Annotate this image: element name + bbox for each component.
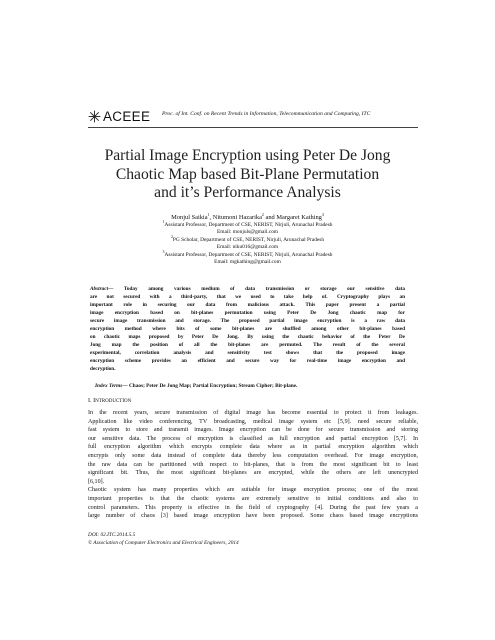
author-email: Email: mgkathing@gmail.com: [214, 259, 281, 266]
abstract-line: experimental, correlation analysis and sensitivity test shows that the proposed image: [90, 349, 405, 356]
abstract-line: are not secured with a third-party, that we used to take help of. Cryptography plays an: [90, 293, 405, 300]
author-block: [60, 213, 435, 266]
abstract-line: encryption method where bits of some bit-planes are shuffled among other bit-planes based: [90, 325, 405, 332]
header-divider: [88, 127, 418, 128]
body-line: significant bit. Thus, the most significant bit-planes are encrypted, while the others are left unencrypted: [88, 470, 418, 477]
affiliation: $^3$Assistant Professor, Department of CSE, NERIST, Nirjuli, Arunachal Pradesh: [162, 248, 333, 258]
body-line: [6,10].: [88, 478, 105, 485]
body-line: encrypts only some data instead of complete data thereby less computation overhead. For image encryption,: [88, 452, 418, 459]
index-terms: Index Terms— Chaos; Peter De Jong Map; Partial Encryption; Stream Cipher; Bit-plane.: [95, 383, 298, 389]
body-line: control parameters. This property is effective in the field of cryptography [4]. During the past few years a: [88, 504, 418, 511]
abstract-line: Abstract— Today among various medium of data transmission or storage our sensitive data: [90, 286, 405, 292]
abstract-line: image encryption based on bit-planes permutation using Peter De Jong chaotic map for: [90, 309, 405, 316]
doi-text: DOI: 02.ITC.2014.5.5: [88, 532, 136, 538]
body-line: In the recent years, secure transmission of digital image has become essential to protect it from leakages.: [88, 410, 418, 416]
star-logo-icon: [88, 110, 101, 123]
body-line: important properties is that the chaotic systems are extremely sensitive to initial conditions and also to: [88, 495, 418, 502]
body-line: fast system to store and transmit images. Image encryption can be done for secure transmission and storing: [88, 427, 418, 434]
copyright-text: © Association of Computer Electronics and Electrical Engineers, 2014: [88, 539, 239, 546]
abstract-label: Abstract: [90, 286, 109, 292]
body-text: [88, 409, 418, 521]
body-line: our sensitive data. The process of encryption is classified as full encryption and partial encryption [5,7]. In: [88, 435, 418, 442]
logo-text: ACEEE: [103, 109, 151, 124]
section-heading: I. INTRODUCTION: [88, 398, 132, 404]
proceedings-line: Proc. of Int. Conf. on Recent Trends in Information, Telecommunication and Computing, ITC: [162, 111, 371, 117]
body-line: Chaotic system has many properties which are suitable for image encryption process; one of the most: [88, 487, 418, 494]
author-name: Monjul Saikia: [171, 214, 208, 221]
title-line: and it’s Performance Analysis: [154, 184, 341, 201]
title-line: Partial Image Encryption using Peter De Jong: [104, 147, 391, 164]
paper-title: [60, 147, 435, 203]
author-names: Monjul Saikia$^1$, Nitumoni Hazarika$^2$ and Margaret Kathing$^3$: [171, 211, 324, 221]
body-line: full encryption algorithm which encrypts complete data where as in partial encryption algorithm which: [88, 444, 418, 451]
abstract-line: on chaotic maps proposed by Peter De Jong. By using the chaotic behavior of the Peter De: [90, 333, 405, 340]
author-email: Email: monjuls@gmail.com: [217, 229, 278, 236]
abstract-line: secure image transmission and storage. The proposed partial image encryption is a raw data: [90, 317, 405, 324]
index-terms-label: Index Terms: [95, 383, 123, 389]
body-line: large number of chaos [3] based image encryption have been proposed. Some chaos based image encryptions: [88, 513, 418, 520]
footer: [88, 532, 239, 547]
author-name: Nitumoni Hazarika: [212, 214, 262, 221]
affiliation: $^2$PG Scholar, Department of CSE, NERIST, Nirjuli, Arunachal Pradesh: [170, 234, 325, 243]
abstract-line: important role in securing our data from malicious attack. This paper present a partial: [90, 301, 405, 308]
abstract-line: decryption.: [90, 365, 116, 372]
author-email: Email: niku016@gmail.com: [216, 244, 279, 251]
body-line: the raw data can be partitioned with respect to bit-planes, that is from the most significant bit to least: [88, 461, 418, 468]
title-line: Chaotic Map based Bit-Plane Permutation: [115, 165, 380, 183]
author-name: Margaret Kathing: [276, 214, 322, 221]
body-line: Application like video conferencing, TV broadcasting, medical image system etc [5,9]. need secure reliable,: [88, 418, 418, 425]
abstract-line: Jong map the position of all the bit-planes are permuted. The result of the several: [90, 341, 405, 348]
abstract: [90, 286, 405, 373]
affiliation: $^1$Assistant Professor, Department of CSE, NERIST, Nirjuli, Arunachal Pradesh: [162, 219, 333, 228]
abstract-line: encryption scheme provides an efficient and secure way for real-time image encryption and: [90, 357, 405, 364]
aceee-logo: [88, 109, 150, 124]
